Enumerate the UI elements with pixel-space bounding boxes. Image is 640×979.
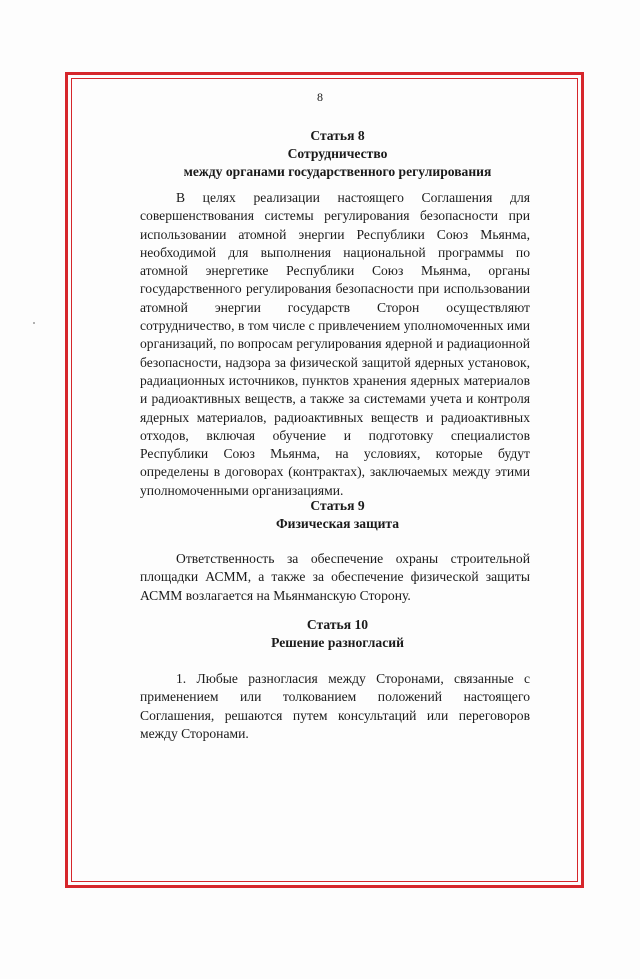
article-8-heading bbox=[140, 127, 535, 181]
article-8-subtitle-1: Сотрудничество bbox=[287, 146, 388, 161]
page-number: 8 bbox=[317, 90, 323, 104]
article-9-heading bbox=[140, 497, 535, 533]
article-10-subtitle: Решение разногласий bbox=[271, 635, 404, 650]
article-8-body: В целях реализации настоящего Соглашения для совершенствования системы регулирования безопасности при использовании атомной энергии Республики Союз Мьянма, необходимой для выполнения национальной программы по атомной энергетике Республики Союз Мьянма, органы государственного регулирования безопасности при использовании атомной энергии государств Сторон осуществляют сотрудничество, в том числе с привлечением уполномоченных ими организаций, по вопросам регулирования ядерной и радиационной безопасности, надзора за физической защитой ядерных установок, радиационных источников, пунктов хранения ядерных материалов и радиоактивных веществ, а также за системами учета и контроля ядерных материалов, радиоактивных веществ и радиоактивных отходов, включая обучение и подготовку специалистов Республики Союз Мьянма, на условиях, которые будут определены в договорах (контрактах), заключаемых между этими уполномоченными организациями. bbox=[140, 190, 530, 498]
article-9-subtitle: Физическая защита bbox=[275, 516, 400, 531]
article-8-title: Статья 8 bbox=[310, 128, 365, 143]
article-9-body: Ответственность за обеспечение охраны строительной площадки АСММ, а также за обеспечение физической защиты АСММ возлагается на Мьянманскую Сторону. bbox=[140, 551, 530, 603]
article-10-body: 1. Любые разногласия между Сторонами, связанные с применением или толкованием положений настоящего Соглашения, решаются путем консультаций или переговоров между Сторонами. bbox=[140, 671, 530, 741]
article-9-title: Статья 9 bbox=[310, 498, 365, 513]
article-8-subtitle-2: между органами государственного регулирования bbox=[183, 164, 492, 179]
scan-speck bbox=[33, 322, 35, 324]
article-10-title: Статья 10 bbox=[306, 617, 369, 632]
article-10-heading bbox=[140, 616, 535, 652]
